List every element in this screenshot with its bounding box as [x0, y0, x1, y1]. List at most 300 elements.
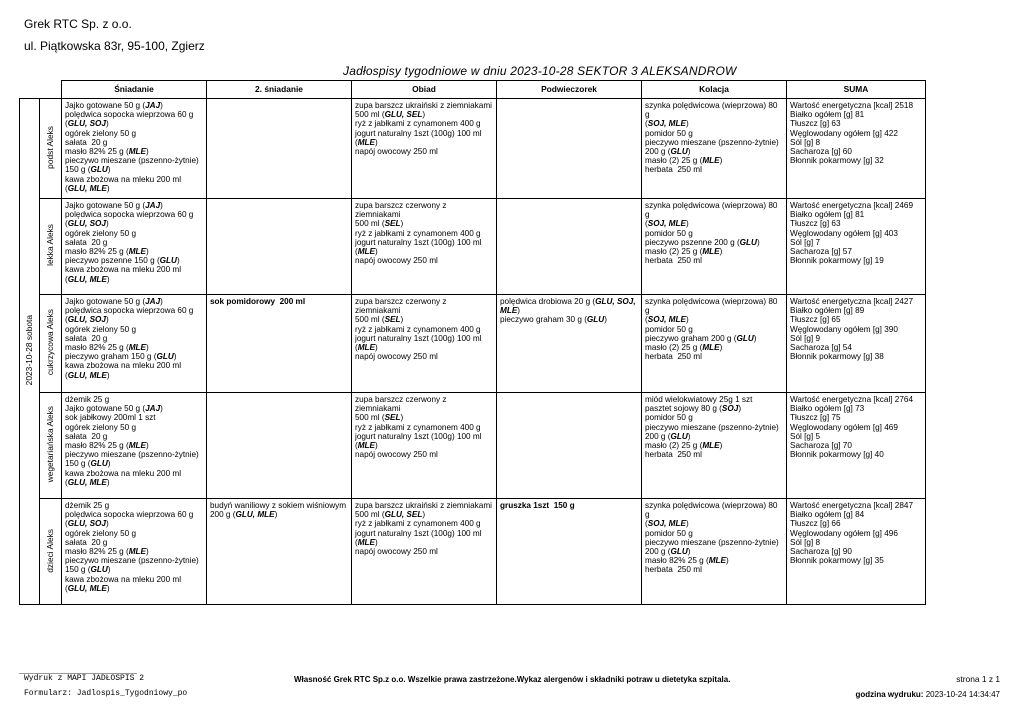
- text-segment: masło (2) 25 g (: [645, 247, 703, 257]
- meal-cell-2-sniadanie: [207, 295, 352, 393]
- company-name: Grek RTC Sp. z o.o.: [24, 17, 132, 31]
- text-segment: (: [645, 519, 648, 529]
- menu-item-line: [355, 201, 493, 219]
- text-segment: Tłuszcz [g] 66: [790, 519, 841, 529]
- text-segment: ): [375, 441, 378, 451]
- menu-item-line: [65, 265, 203, 274]
- menu-item-line: [65, 501, 203, 510]
- menu-item-line: [645, 441, 783, 450]
- meal-cell-obiad: [352, 295, 497, 393]
- text-segment: ): [685, 119, 689, 129]
- text-segment: Sól [g] 7: [790, 237, 821, 247]
- text-segment: jogurt naturalny 1szt (100g) 100 ml: [355, 528, 482, 538]
- text-segment: masło (2) 25 g (: [645, 441, 703, 451]
- nutrition-line: [790, 404, 922, 413]
- menu-item-line: [355, 413, 493, 422]
- menu-item-line: [65, 101, 203, 110]
- diet-row: [20, 499, 926, 605]
- menu-item-line: [355, 441, 493, 450]
- menu-item-line: [65, 459, 203, 468]
- menu-item-line: [645, 219, 783, 228]
- text-segment: (: [645, 219, 648, 229]
- text-segment: Białko ogółem [g] 81: [790, 210, 865, 220]
- meal-cell-kolacja: [642, 499, 787, 605]
- text-segment: ): [106, 183, 110, 193]
- text-segment: Tłuszcz [g] 63: [790, 219, 841, 229]
- allergen-code: GLU: [670, 431, 688, 441]
- nutrition-line: [790, 256, 922, 265]
- text-segment: ): [146, 247, 149, 257]
- menu-table: [19, 80, 926, 605]
- meal-cell-kolacja: [642, 295, 787, 393]
- meal-cell-suma: [787, 199, 926, 295]
- menu-item-line: [65, 510, 203, 519]
- text-segment: ): [106, 477, 110, 487]
- menu-item-line: [645, 556, 783, 565]
- menu-item-line: [645, 101, 783, 119]
- text-segment: 500 ml (: [355, 315, 385, 325]
- text-segment: 200 g (: [210, 510, 236, 520]
- text-segment: miód wielokwiatowy 25g 1 szt: [645, 395, 753, 404]
- menu-item-line: [355, 501, 493, 510]
- nutrition-line: [790, 334, 922, 343]
- menu-item-line: [65, 256, 203, 265]
- text-segment: Wartość energetyczna [kcal] 2518: [790, 101, 914, 110]
- text-segment: ): [422, 510, 426, 520]
- text-segment: Wartość energetyczna [kcal] 2764: [790, 395, 914, 404]
- allergen-code: GLU, SOJ,: [595, 297, 636, 306]
- text-segment: Wartość energetyczna [kcal] 2847: [790, 501, 914, 510]
- text-segment: szynka polędwicowa (wieprzowa) 80 g: [645, 297, 780, 316]
- column-header-obiad: Obiad: [352, 81, 497, 99]
- menu-item-line: [355, 529, 493, 538]
- text-segment: Błonnik pokarmowy [g] 32: [790, 156, 884, 166]
- menu-item-line: [645, 404, 783, 413]
- text-segment: Sacharoza [g] 70: [790, 441, 852, 451]
- allergen-code: GLU, MLE: [67, 370, 107, 380]
- meal-cell-kolacja: [642, 393, 787, 499]
- text-segment: ): [685, 315, 689, 325]
- nutrition-line: [790, 538, 922, 547]
- menu-item-line: [65, 584, 203, 593]
- menu-item-line: [500, 297, 638, 306]
- text-segment: Białko ogółem [g] 84: [790, 510, 865, 520]
- allergen-code: GLU: [736, 333, 754, 343]
- meal-cell-obiad: [352, 499, 497, 605]
- menu-item-line: [65, 361, 203, 370]
- text-segment: ): [375, 137, 378, 147]
- footer-print-source: Wydruk z MAPI JADŁOSPIS 2: [24, 674, 145, 683]
- allergen-code: GLU, MLE: [67, 583, 107, 593]
- text-segment: pieczywo graham 150 g (: [65, 352, 157, 362]
- text-segment: pieczywo mieszane (pszenno-żytnie): [645, 137, 779, 147]
- text-segment: ogórek zielony 50 g: [65, 324, 137, 334]
- text-segment: Tłuszcz [g] 63: [790, 119, 841, 129]
- meal-cell-sniadanie: [62, 499, 207, 605]
- text-segment: zupa barszcz czerwony z ziemniakami: [355, 201, 449, 220]
- diet-name: wegetariańska Aleks: [44, 406, 55, 483]
- text-segment: ): [400, 413, 404, 423]
- menu-item-line: [645, 247, 783, 256]
- text-segment: masło (2) 25 g (: [645, 156, 703, 166]
- menu-item-line: [645, 156, 783, 165]
- allergen-code: MLE: [357, 137, 376, 147]
- allergen-code: sok pomidorowy 200 ml: [210, 297, 306, 306]
- text-segment: 150 g (: [65, 459, 91, 469]
- menu-item-line: [355, 334, 493, 343]
- text-segment: masło 82% 25 g (: [65, 247, 129, 257]
- menu-item-line: [355, 101, 493, 110]
- text-segment: jogurt naturalny 1szt (100g) 100 ml: [355, 237, 482, 247]
- meal-cell-sniadanie: [62, 393, 207, 499]
- text-segment: masło 82% 25 g (: [65, 441, 129, 451]
- text-segment: ): [738, 404, 742, 414]
- nutrition-line: [790, 556, 922, 565]
- menu-item-line: [355, 538, 493, 547]
- menu-item-line: [355, 229, 493, 238]
- allergen-code: GLU: [670, 547, 688, 557]
- text-segment: ): [604, 315, 607, 325]
- text-segment: herbata 250 ml: [645, 352, 702, 362]
- text-segment: Wartość energetyczna [kcal] 2469: [790, 201, 914, 210]
- allergen-code: JAJ: [145, 101, 161, 110]
- text-segment: Błonnik pokarmowy [g] 35: [790, 556, 884, 566]
- allergen-code: GLU, MLE: [235, 510, 275, 520]
- text-segment: Sól [g] 8: [790, 137, 821, 147]
- menu-item-line: [65, 469, 203, 478]
- menu-item-line: [355, 395, 493, 413]
- nutrition-line: [790, 229, 922, 238]
- text-segment: ): [274, 510, 278, 520]
- nutrition-line: [790, 510, 922, 519]
- text-segment: ogórek zielony 50 g: [65, 422, 137, 432]
- footer-form-name: Formularz: Jadlospis_Tygodniowy_po: [24, 689, 188, 698]
- menu-item-line: [355, 219, 493, 228]
- menu-item-line: [65, 175, 203, 184]
- text-segment: herbata 250 ml: [645, 450, 702, 460]
- allergen-code: MLE: [708, 556, 727, 566]
- text-segment: ryż z jabłkami z cynamonem 400 g: [355, 324, 481, 334]
- text-segment: ): [685, 219, 689, 229]
- text-segment: ): [687, 431, 691, 441]
- text-segment: sałata 20 g: [65, 137, 108, 147]
- text-segment: herbata 250 ml: [645, 565, 702, 575]
- text-segment: pieczywo pszenne 200 g (: [645, 237, 740, 247]
- text-segment: pieczywo pszenne 150 g (: [65, 256, 160, 266]
- text-segment: zupa barszcz czerwony z ziemniakami: [355, 297, 449, 316]
- menu-item-line: [355, 147, 493, 156]
- text-segment: masło 82% 25 g (: [65, 343, 129, 353]
- text-segment: masło 82% 25 g (: [65, 147, 129, 157]
- text-segment: sałata 20 g: [65, 237, 108, 247]
- meal-cell-obiad: [352, 393, 497, 499]
- text-segment: (: [355, 537, 358, 547]
- text-segment: pieczywo mieszane (pszenno-żytnie): [645, 422, 779, 432]
- text-segment: Jajko gotowane 50 g (: [65, 404, 146, 414]
- date-cell: [20, 99, 40, 605]
- menu-item-line: [65, 343, 203, 352]
- text-segment: napój owocowy 250 ml: [355, 256, 438, 266]
- allergen-code: JAJ: [145, 201, 161, 210]
- text-segment: 150 g (: [65, 165, 91, 175]
- allergen-code: GLU, SEL: [384, 510, 423, 520]
- text-segment: kawa zbożowa na mleku 200 ml: [65, 468, 182, 478]
- diet-name-cell: [40, 199, 62, 295]
- menu-item-line: [645, 297, 783, 315]
- nutrition-line: [790, 110, 922, 119]
- text-segment: Sacharoza [g] 60: [790, 147, 852, 157]
- nutrition-line: [790, 501, 922, 510]
- allergen-code: MLE: [128, 147, 147, 157]
- text-segment: budyń waniliowy z sokiem wiśniowym: [210, 501, 347, 510]
- column-header-kolacja: Kolacja: [642, 81, 787, 99]
- allergen-code: GLU, MLE: [67, 274, 107, 284]
- allergen-code: MLE: [702, 343, 720, 353]
- text-segment: Tłuszcz [g] 75: [790, 413, 841, 423]
- text-segment: ): [105, 519, 109, 529]
- nutrition-line: [790, 432, 922, 441]
- menu-item-line: [65, 315, 203, 324]
- text-segment: kawa zbożowa na mleku 200 ml: [65, 361, 182, 371]
- menu-item-line: [65, 229, 203, 238]
- text-segment: ogórek zielony 50 g: [65, 128, 137, 138]
- meal-cell-sniadanie: [62, 199, 207, 295]
- menu-item-line: [645, 501, 783, 519]
- menu-item-line: [65, 450, 203, 459]
- nutrition-line: [790, 343, 922, 352]
- diet-name-cell: [40, 99, 62, 199]
- menu-item-line: [645, 238, 783, 247]
- menu-item-line: [65, 201, 203, 210]
- header-blank: [20, 81, 62, 99]
- menu-item-line: [65, 306, 203, 315]
- menu-item-line: [645, 343, 783, 352]
- text-segment: (: [355, 343, 358, 353]
- menu-item-line: [65, 334, 203, 343]
- text-segment: Białko ogółem [g] 81: [790, 110, 865, 120]
- nutrition-line: [790, 219, 922, 228]
- text-segment: napój owocowy 250 ml: [355, 547, 438, 557]
- text-segment: (: [355, 247, 358, 257]
- text-segment: (: [65, 183, 68, 193]
- text-segment: ): [146, 147, 149, 157]
- text-segment: pomidor 50 g: [645, 528, 693, 538]
- text-segment: herbata 250 ml: [645, 256, 702, 266]
- text-segment: Białko ogółem [g] 89: [790, 306, 865, 316]
- text-segment: pomidor 50 g: [645, 413, 693, 423]
- allergen-code: MLE: [702, 441, 720, 451]
- text-segment: ): [105, 119, 109, 129]
- nutrition-line: [790, 413, 922, 422]
- text-segment: ): [107, 459, 111, 469]
- text-segment: napój owocowy 250 ml: [355, 352, 438, 362]
- menu-item-line: [65, 184, 203, 193]
- text-segment: ): [756, 237, 760, 247]
- menu-item-line: [65, 547, 203, 556]
- menu-item-line: [65, 371, 203, 380]
- text-segment: polędwica sopocka wieprzowa 60 g: [65, 306, 194, 316]
- diet-row: [20, 99, 926, 199]
- meal-cell-2-sniadanie: [207, 499, 352, 605]
- text-segment: sok jabłkowy 200ml 1 szt: [65, 413, 156, 423]
- nutrition-line: [790, 441, 922, 450]
- print-time-label: godzina wydruku:: [855, 690, 924, 699]
- menu-item-line: [355, 256, 493, 265]
- text-segment: sałata 20 g: [65, 537, 108, 547]
- text-segment: 150 g (: [65, 565, 91, 575]
- nutrition-line: [790, 129, 922, 138]
- text-segment: szynka polędwicowa (wieprzowa) 80 g: [645, 101, 780, 120]
- text-segment: (: [65, 477, 68, 487]
- footer-copyright: Własność Grek RTC Sp.z o.o. Wszelkie prawa zastrzeżone.Wykaz alergenów i składniki potraw u dietetyka szpitala.: [294, 675, 731, 684]
- text-segment: dżemik 25 g: [65, 501, 110, 510]
- menu-item-line: [355, 315, 493, 324]
- allergen-code: GLU, SOJ: [67, 519, 106, 529]
- text-segment: ): [146, 343, 149, 353]
- nutrition-line: [790, 147, 922, 156]
- text-segment: masło (2) 25 g (: [645, 343, 703, 353]
- text-segment: polędwica sopocka wieprzowa 60 g: [65, 210, 194, 220]
- text-segment: kawa zbożowa na mleku 200 ml: [65, 574, 182, 584]
- text-segment: ): [146, 547, 149, 557]
- text-segment: ): [106, 583, 110, 593]
- menu-item-line: [65, 247, 203, 256]
- text-segment: pasztet sojowy 80 g (: [645, 404, 722, 414]
- menu-item-line: [65, 138, 203, 147]
- text-segment: ): [517, 306, 521, 316]
- nutrition-line: [790, 450, 922, 459]
- text-segment: zupa barszcz ukraiński z ziemniakami: [355, 501, 492, 510]
- text-segment: 500 ml (: [355, 110, 385, 120]
- menu-item-line: [355, 110, 493, 119]
- text-segment: pieczywo mieszane (pszenno-żytnie): [65, 556, 199, 566]
- text-segment: jogurt naturalny 1szt (100g) 100 ml: [355, 333, 482, 343]
- text-segment: polędwica sopocka wieprzowa 60 g: [65, 510, 194, 520]
- text-segment: polędwica drobiowa 20 g (: [500, 297, 596, 306]
- diet-name-cell: [40, 499, 62, 605]
- text-segment: (: [65, 370, 68, 380]
- menu-item-line: [65, 575, 203, 584]
- allergen-code: GLU: [90, 165, 108, 175]
- allergen-code: MLE: [357, 343, 376, 353]
- meal-cell-kolacja: [642, 99, 787, 199]
- diet-name-cell: [40, 393, 62, 499]
- text-segment: ): [160, 404, 163, 414]
- text-segment: Sacharoza [g] 57: [790, 247, 852, 257]
- allergen-code: MLE: [357, 441, 376, 451]
- text-segment: (: [645, 119, 648, 129]
- text-segment: jogurt naturalny 1szt (100g) 100 ml: [355, 431, 482, 441]
- menu-item-line: [355, 129, 493, 138]
- column-header-podwieczorek: Podwieczorek: [497, 81, 642, 99]
- menu-item-line: [65, 210, 203, 219]
- menu-item-line: [500, 306, 638, 315]
- menu-item-line: [65, 119, 203, 128]
- text-segment: polędwica sopocka wieprzowa 60 g: [65, 110, 194, 120]
- diet-row: [20, 393, 926, 499]
- menu-item-line: [355, 247, 493, 256]
- text-segment: ): [719, 247, 723, 257]
- menu-item-line: [65, 395, 203, 404]
- allergen-code: MLE: [128, 343, 147, 353]
- text-segment: 500 ml (: [355, 219, 385, 229]
- menu-item-line: [65, 110, 203, 119]
- text-segment: ): [160, 101, 163, 110]
- menu-item-line: [645, 450, 783, 459]
- menu-item-line: [65, 297, 203, 306]
- menu-item-line: [645, 129, 783, 138]
- text-segment: ): [400, 219, 404, 229]
- text-segment: (: [65, 219, 68, 229]
- nutrition-line: [790, 529, 922, 538]
- footer-print-time: [855, 690, 1000, 699]
- text-segment: ): [687, 547, 691, 557]
- menu-item-line: [645, 529, 783, 538]
- text-segment: pieczywo graham 200 g (: [645, 333, 737, 343]
- menu-item-line: [645, 315, 783, 324]
- allergen-code: MLE: [128, 441, 147, 451]
- text-segment: Sól [g] 8: [790, 537, 821, 547]
- meal-cell-suma: [787, 295, 926, 393]
- nutrition-line: [790, 247, 922, 256]
- text-segment: masło 82% 25 g (: [645, 556, 709, 566]
- company-address: ul. Piątkowska 83r, 95-100, Zgierz: [24, 39, 205, 53]
- menu-item-line: [645, 565, 783, 574]
- text-segment: kawa zbożowa na mleku 200 ml: [65, 265, 182, 275]
- text-segment: dżemik 25 g: [65, 395, 110, 404]
- menu-item-line: [65, 275, 203, 284]
- allergen-code: SEL: [384, 219, 401, 229]
- menu-item-line: [210, 510, 348, 519]
- allergen-code: MLE: [357, 247, 376, 257]
- menu-item-line: [65, 519, 203, 528]
- text-segment: Węglowodany ogółem [g] 403: [790, 228, 898, 238]
- menu-item-line: [355, 432, 493, 441]
- allergen-code: SOJ, MLE: [647, 315, 686, 325]
- text-segment: pieczywo mieszane (pszenno-żytnie): [65, 450, 199, 460]
- allergen-code: JAJ: [145, 297, 161, 306]
- menu-item-line: [65, 538, 203, 547]
- meal-cell-podwieczorek: [497, 499, 642, 605]
- meal-cell-podwieczorek: [497, 393, 642, 499]
- document-title: Jadłospisy tygodniowe w dniu 2023-10-28 SEKTOR 3 ALEKSANDROW: [343, 64, 737, 78]
- text-segment: ): [719, 156, 723, 166]
- allergen-code: JAJ: [145, 404, 161, 414]
- nutrition-line: [790, 238, 922, 247]
- menu-item-line: [645, 538, 783, 547]
- diet-name: dzieci Aleks: [44, 528, 55, 573]
- text-segment: masło 82% 25 g (: [65, 547, 129, 557]
- print-time-value: 2023-10-24 14:34:47: [925, 690, 1000, 699]
- text-segment: szynka polędwicowa (wieprzowa) 80 g: [645, 501, 780, 520]
- diet-row: [20, 295, 926, 393]
- text-segment: ryż z jabłkami z cynamonem 400 g: [355, 228, 481, 238]
- column-header-2-sniadanie: 2. śniadanie: [207, 81, 352, 99]
- header-row: [20, 81, 926, 99]
- text-segment: pomidor 50 g: [645, 324, 693, 334]
- text-segment: Węglowodany ogółem [g] 469: [790, 422, 898, 432]
- text-segment: zupa barszcz ukraiński z ziemniakami: [355, 101, 492, 110]
- text-segment: (: [65, 519, 68, 529]
- text-segment: ryż z jabłkami z cynamonem 400 g: [355, 422, 481, 432]
- nutrition-line: [790, 395, 922, 404]
- allergen-code: MLE: [128, 547, 147, 557]
- text-segment: (: [645, 315, 648, 325]
- meal-cell-2-sniadanie: [207, 99, 352, 199]
- menu-item-line: [65, 165, 203, 174]
- meal-cell-obiad: [352, 99, 497, 199]
- nutrition-line: [790, 315, 922, 324]
